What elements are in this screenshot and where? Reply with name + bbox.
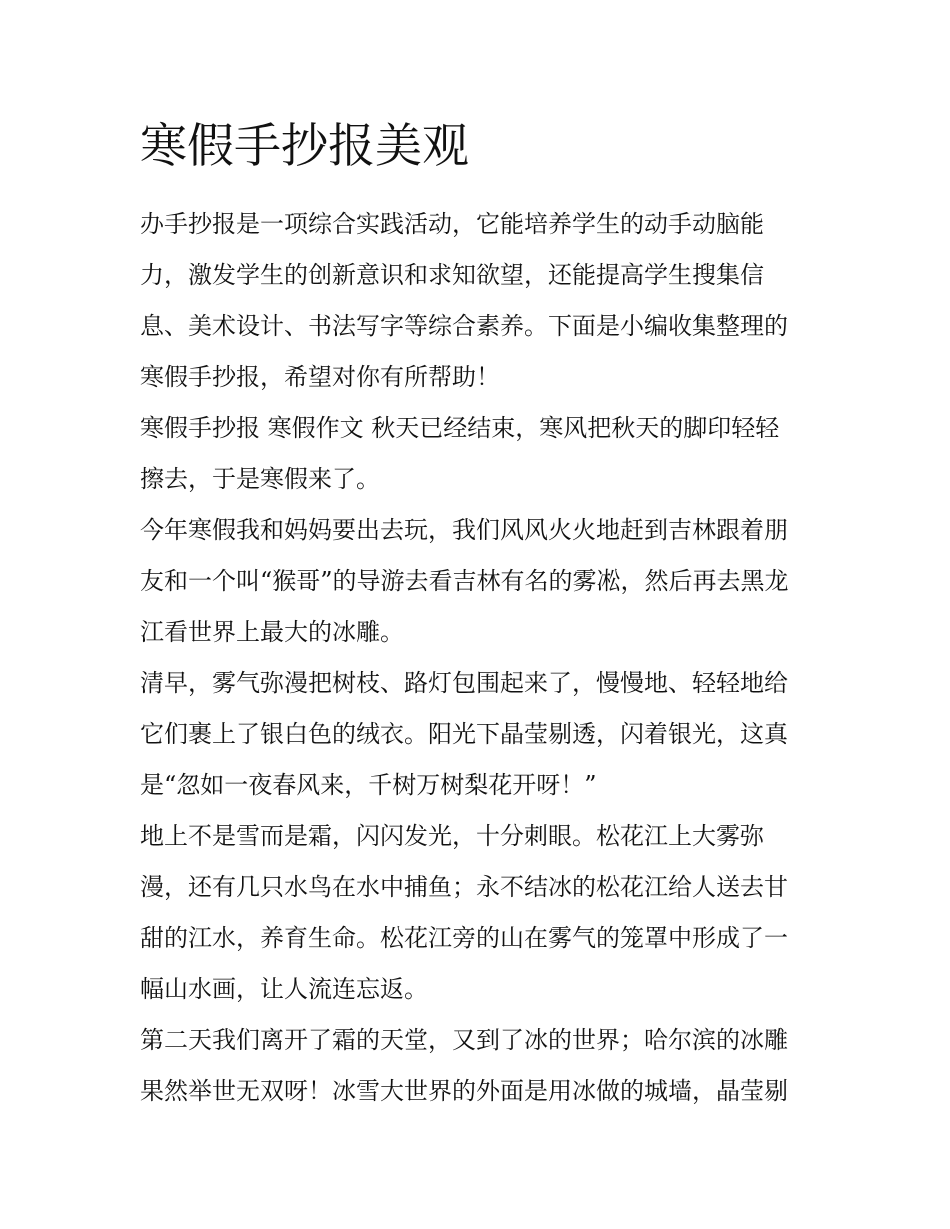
text-line: 地上不是雪而是霜，闪闪发光，十分刺眼。松花江上大雾弥: [140, 822, 764, 850]
text-line: 是“忽如一夜春风来，千树万树梨花开呀！”: [140, 771, 597, 799]
text-line: 江看世界上最大的冰雕。: [140, 618, 404, 646]
text-line: 息、美术设计、书法写字等综合素养。下面是小编收集整理的: [140, 312, 788, 340]
page-title: 寒假手抄报美观: [140, 119, 469, 174]
text-line: 幅山水画，让人流连忘返。: [140, 975, 428, 1003]
text-line: 擦去，于是寒假来了。: [140, 465, 380, 493]
text-line: 甜的江水，养育生命。松花江旁的山在雾气的笼罩中形成了一: [140, 924, 788, 952]
text-line: 今年寒假我和妈妈要出去玩，我们风风火火地赶到吉林跟着朋: [140, 516, 788, 544]
text-line: 寒假手抄报 寒假作文 秋天已经结束，寒风把秋天的脚印轻轻: [140, 414, 780, 442]
text-line: 寒假手抄报，希望对你有所帮助！: [140, 363, 500, 391]
text-line: 第二天我们离开了霜的天堂，又到了冰的世界；哈尔滨的冰雕: [140, 1026, 788, 1054]
text-line: 果然举世无双呀！冰雪大世界的外面是用冰做的城墙，晶莹剔: [140, 1077, 788, 1105]
text-line: 友和一个叫“猴哥”的导游去看吉林有名的雾凇，然后再去黑龙: [140, 567, 789, 595]
text-line: 它们裹上了银白色的绒衣。阳光下晶莹剔透，闪着银光，这真: [140, 720, 788, 748]
text-line: 办手抄报是一项综合实践活动，它能培养学生的动手动脑能: [140, 210, 764, 238]
text-line: 漫，还有几只水鸟在水中捕鱼；永不结冰的松花江给人送去甘: [140, 873, 788, 901]
body-text: [140, 199, 820, 1117]
text-line: 力，激发学生的创新意识和求知欲望，还能提高学生搜集信: [140, 261, 764, 289]
text-line: 清早，雾气弥漫把树枝、路灯包围起来了，慢慢地、轻轻地给: [140, 669, 788, 697]
